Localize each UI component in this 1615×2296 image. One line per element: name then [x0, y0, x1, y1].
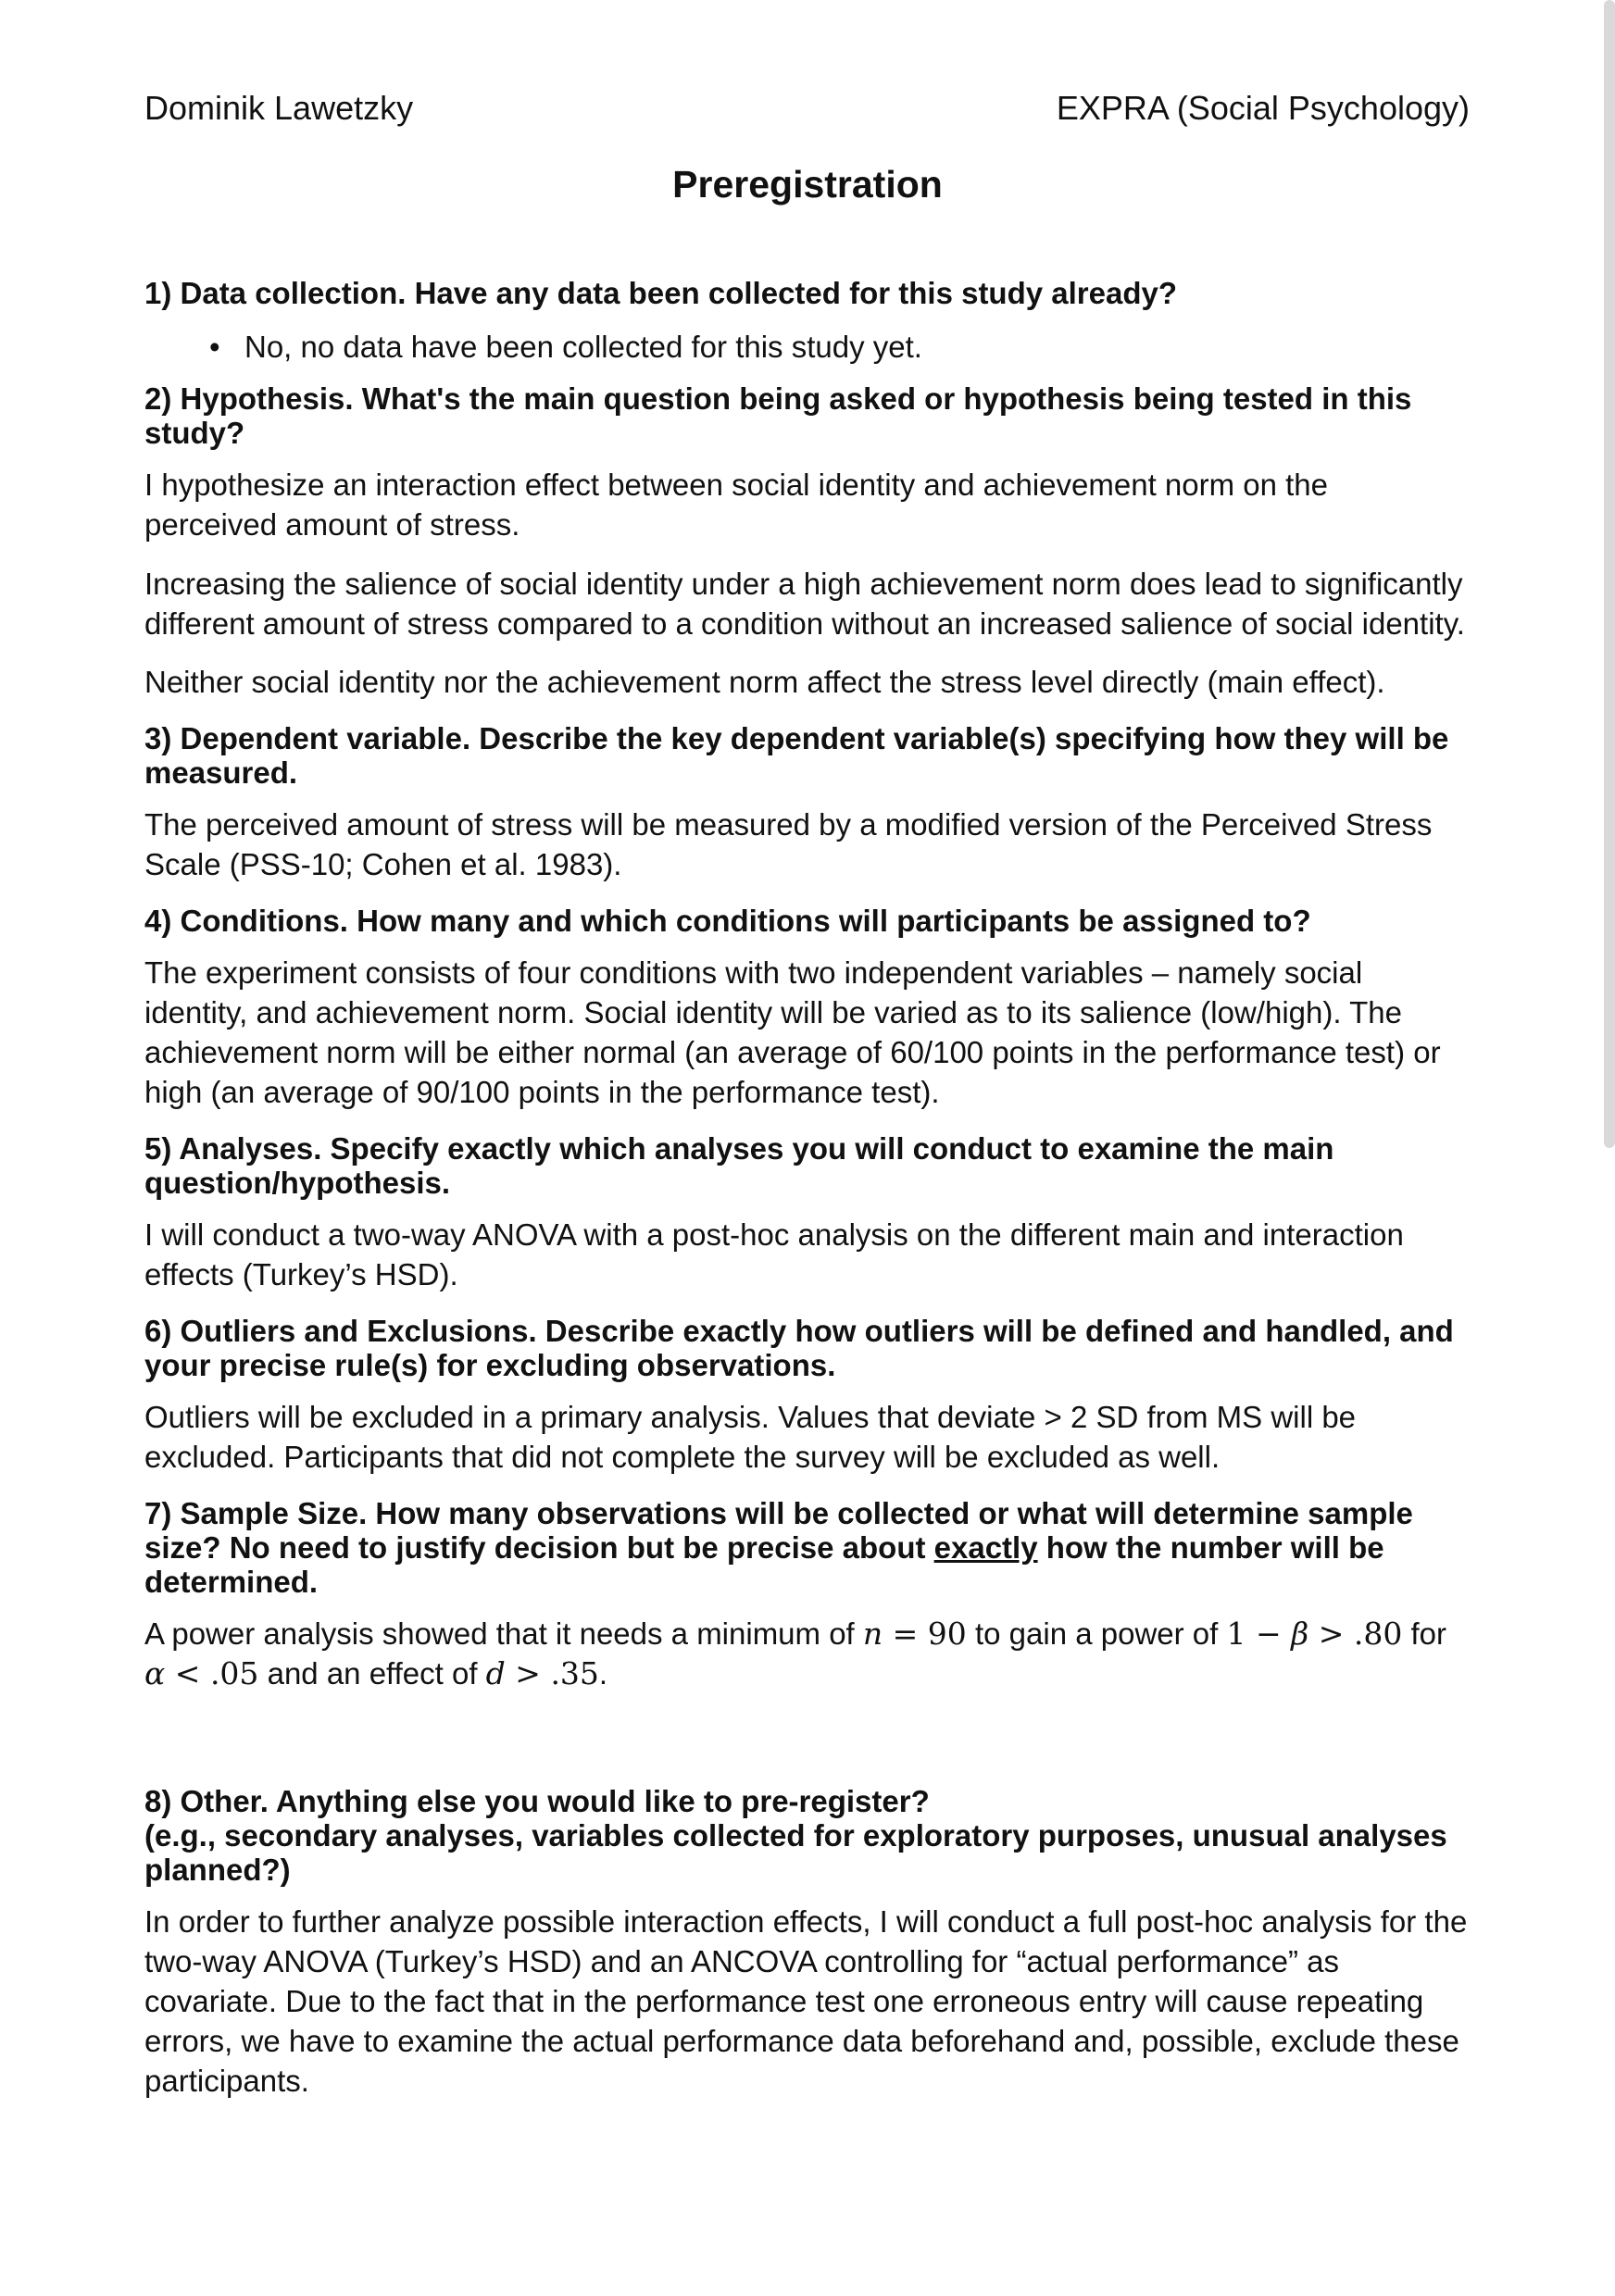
- section-1-bullet: [144, 327, 1469, 367]
- bullet-icon: •: [209, 330, 220, 364]
- section-5-question: 5) Analyses. Specify exactly which analyses you will conduct to examine the main question/hypothesis.: [144, 1131, 1334, 1200]
- section-3-paragraph-1: The perceived amount of stress will be measured by a modified version of the Perceived Stress Scale (PSS-10; Cohen et al. 1983).: [144, 807, 1433, 881]
- section-4-question: 4) Conditions. How many and which conditions will participants be assigned to?: [144, 904, 1311, 938]
- section-7-question-part-a: 7) Sample Size. How many observations will be collected or what will determine sample size? No need to justify decision but be precise about: [144, 1496, 1413, 1565]
- power-text-b: to gain a power of: [966, 1616, 1227, 1651]
- section-7-paragraph-1: [144, 1614, 1469, 1693]
- beta-symbol: β: [1291, 1616, 1309, 1652]
- section-8-question-line-1: 8) Other. Anything else you would like to pre-register?: [144, 1784, 930, 1818]
- alpha-symbol: α: [144, 1655, 166, 1691]
- section-3-question: 3) Dependent variable. Describe the key dependent variable(s) specifying how they will be measured.: [144, 721, 1449, 790]
- power-text-c: for: [1402, 1616, 1447, 1651]
- alpha-value: .05: [209, 1655, 259, 1691]
- alpha-less-than: <: [165, 1655, 210, 1691]
- section-2-question: 2) Hypothesis. What's the main question being asked or hypothesis being tested in this study?: [144, 381, 1412, 450]
- section-7-question-underlined: exactly: [933, 1530, 1038, 1565]
- section-1-question: 1) Data collection. Have any data been collected for this study already?: [144, 276, 1178, 310]
- section-8-question: [144, 1784, 1469, 1887]
- section-1-answer: No, no data have been collected for this study yet.: [244, 330, 922, 364]
- d-greater-than: >: [505, 1655, 551, 1691]
- scrollbar[interactable]: [1604, 0, 1615, 1148]
- n-equals: =: [883, 1616, 928, 1652]
- course-name: EXPRA (Social Psychology): [1056, 89, 1470, 127]
- section-7-question-part-b: how the number will be determined.: [144, 1530, 1384, 1599]
- section-2-paragraph-1: I hypothesize an interaction effect between social identity and achievement norm on the perceived amount of stress.: [144, 468, 1329, 542]
- n-symbol: n: [862, 1616, 883, 1652]
- section-8-paragraph-1: In order to further analyze possible interaction effects, I will conduct a full post-hoc analysis for the two-way ANOVA (Turkey’s HSD) and an ANCOVA controlling for “actual performance” as covariate. Due to the fact that in the performance test one erroneous entry will cause repeating errors, we have to examine the actual performance data beforehand and, possible, exclude these participants.: [144, 1904, 1468, 2098]
- section-6-question: 6) Outliers and Exclusions. Describe exactly how outliers will be defined and handled, and your precise rule(s) for excluding observations.: [144, 1314, 1454, 1382]
- document-body: [144, 276, 1469, 2101]
- section-4-paragraph-1: The experiment consists of four conditions with two independent variables – namely social identity, and achievement norm. Social identity will be varied as to its salience (low/high). The achievement norm will be either normal (an average of 60/100 points in the performance test) or high (an average of 90/100 points in the performance test).: [144, 955, 1441, 1109]
- d-value: .35: [550, 1655, 599, 1691]
- page-title: Preregistration: [672, 163, 943, 206]
- power-text-a: A power analysis showed that it needs a minimum of: [144, 1616, 863, 1651]
- n-value: 90: [927, 1616, 967, 1652]
- section-6-paragraph-1: Outliers will be excluded in a primary analysis. Values that deviate > 2 SD from MS will be excluded. Participants that did not complete the survey will be excluded as well.: [144, 1400, 1357, 1474]
- author-name: Dominik Lawetzky: [144, 89, 414, 127]
- section-5-paragraph-1: I will conduct a two-way ANOVA with a post-hoc analysis on the different main and interaction effects (Turkey’s HSD).: [144, 1217, 1404, 1292]
- section-2-paragraph-3: Neither social identity nor the achievement norm affect the stress level directly (main effect).: [144, 665, 1385, 699]
- power-expression: 1 −: [1226, 1616, 1292, 1652]
- power-text-e: .: [598, 1656, 608, 1691]
- power-text-d: and an effect of: [258, 1656, 486, 1691]
- section-2-paragraph-2: Increasing the salience of social identity under a high achievement norm does lead to significantly different amount of stress compared to a condition without an increased salience of social identity.: [144, 567, 1465, 641]
- power-greater-than: >: [1308, 1616, 1354, 1652]
- section-8-question-line-2: (e.g., secondary analyses, variables collected for exploratory purposes, unusual analyses planned?): [144, 1818, 1447, 1887]
- section-7-question: [144, 1496, 1469, 1599]
- d-symbol: d: [485, 1655, 506, 1691]
- power-value: .80: [1353, 1616, 1403, 1652]
